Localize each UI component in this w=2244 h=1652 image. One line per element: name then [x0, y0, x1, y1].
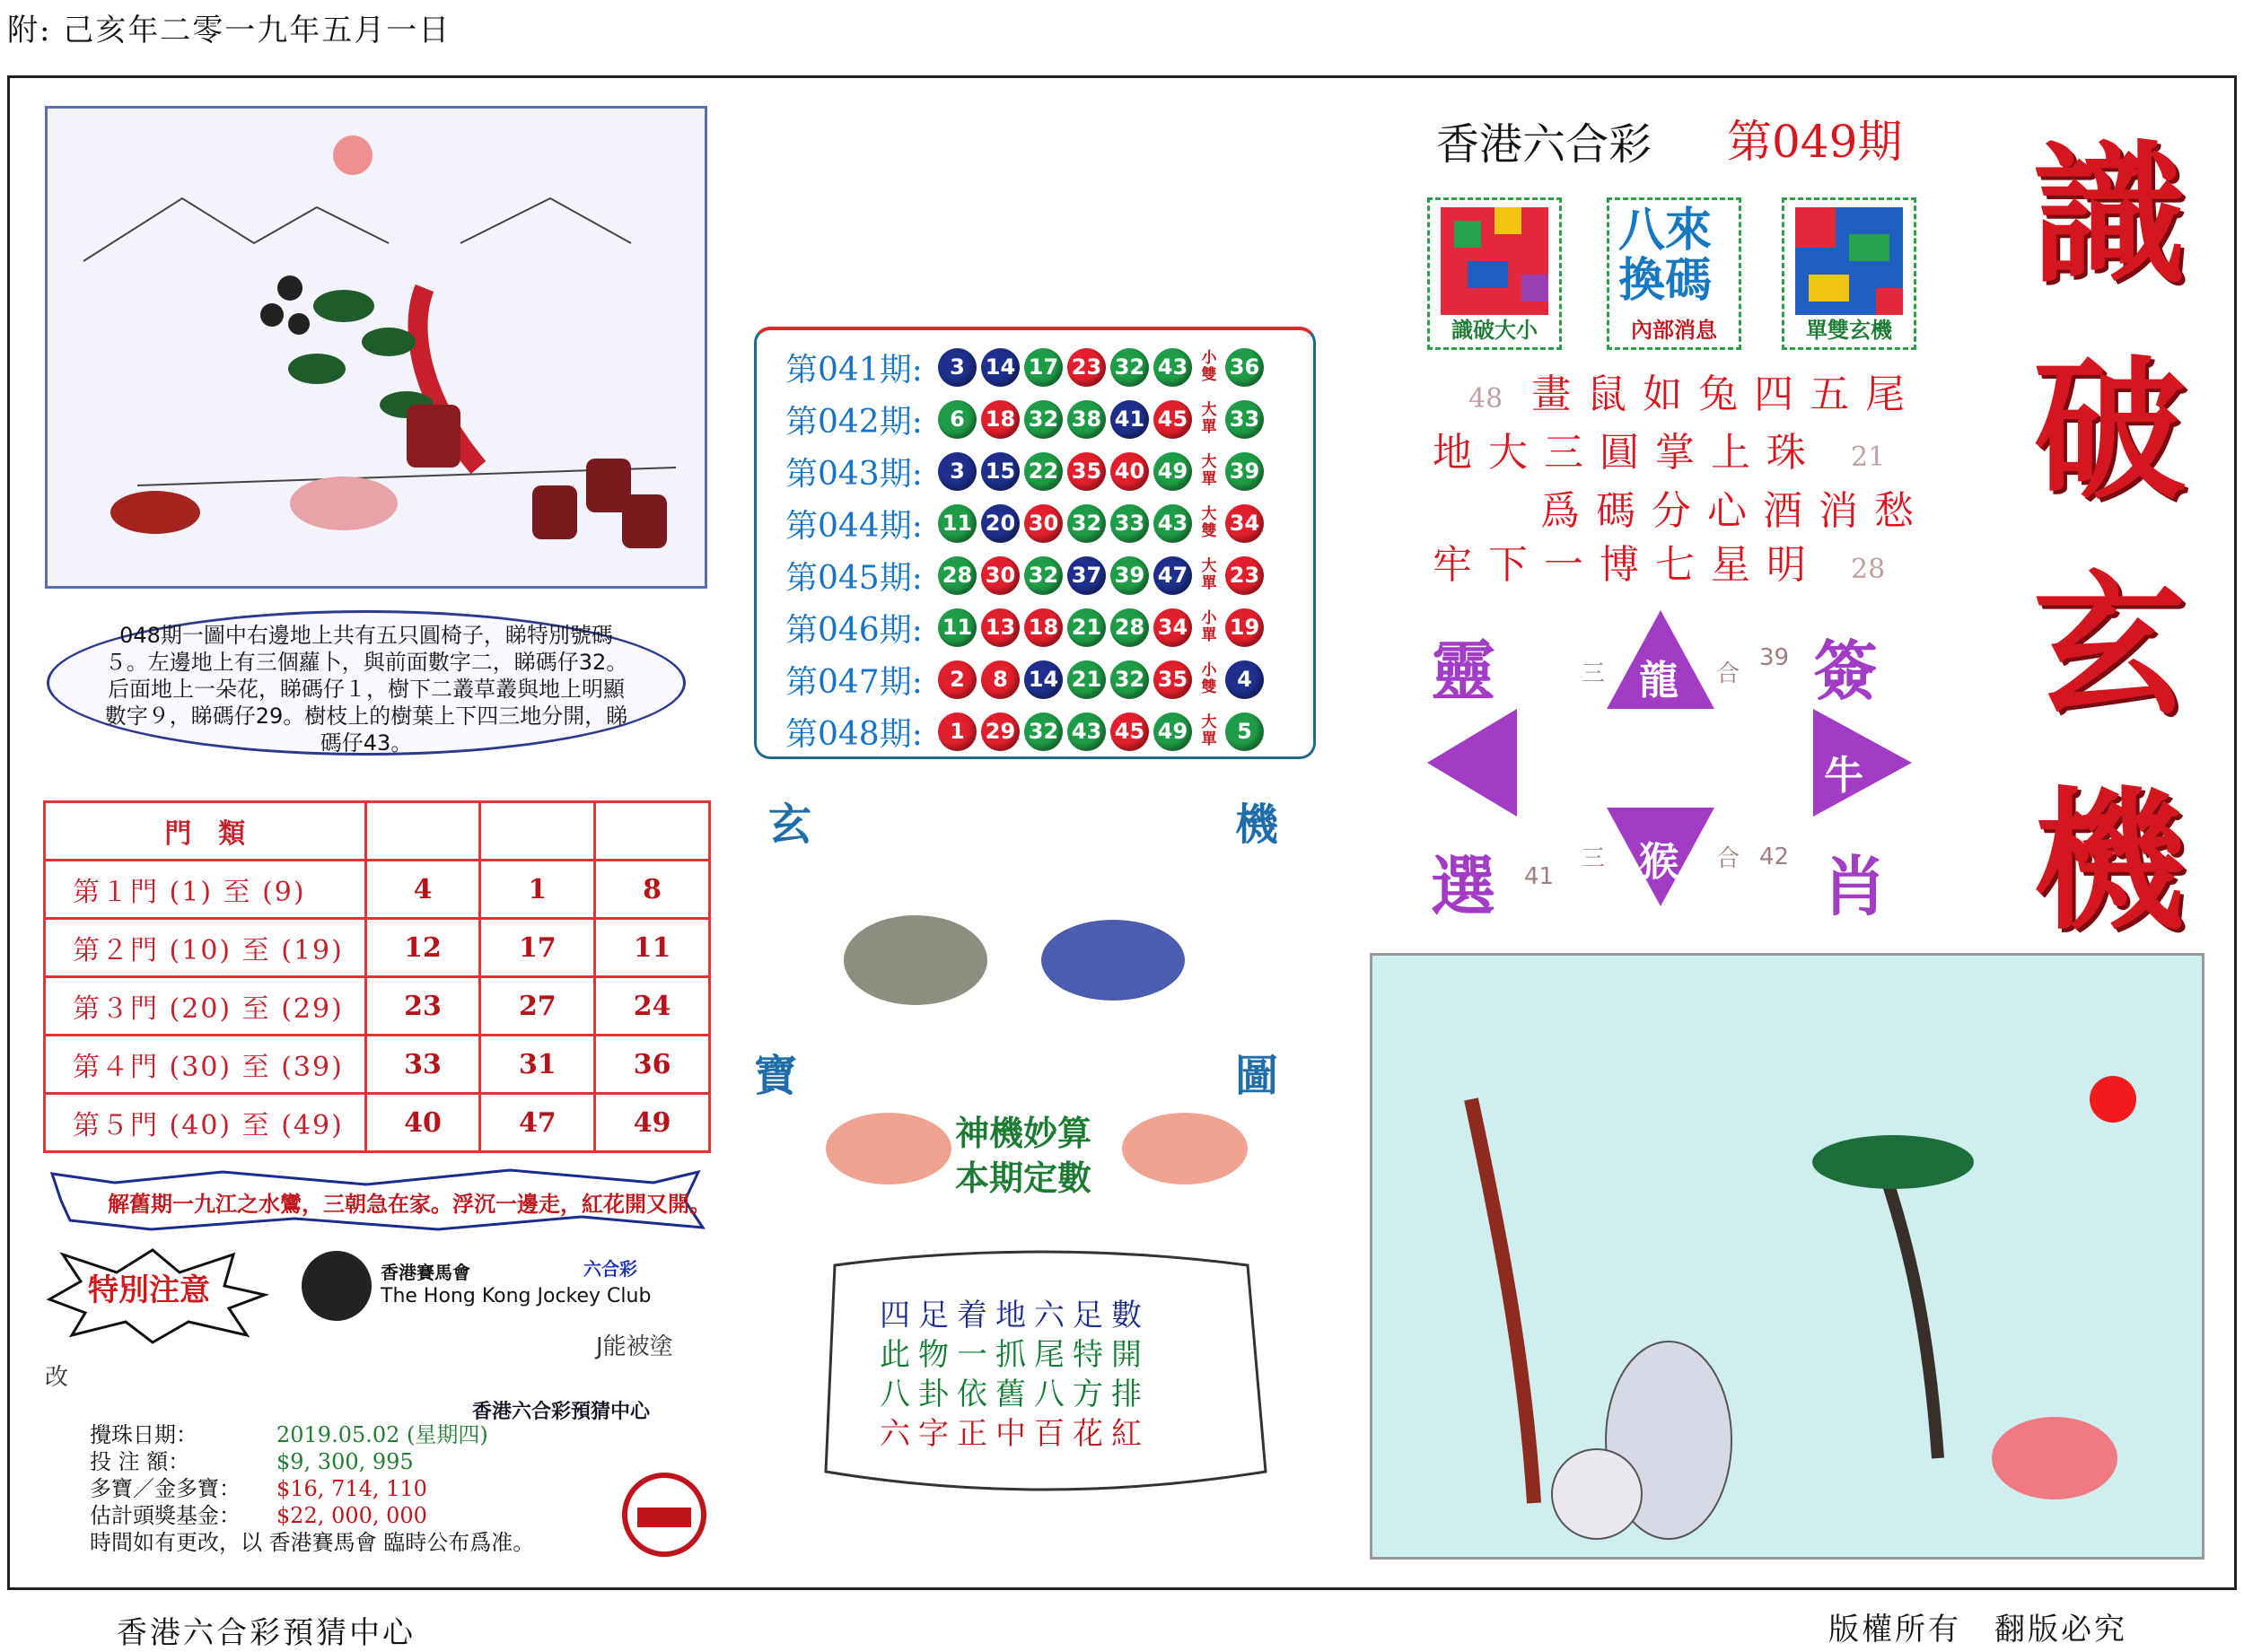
previous-issue-clue: [47, 610, 686, 756]
number-ball: 45: [1110, 712, 1149, 751]
jockey-club-logo: [302, 1251, 372, 1321]
door-value-c: 8: [595, 861, 710, 919]
issue-label: 第048期:: [785, 715, 923, 753]
number-ball: 43: [1153, 348, 1192, 387]
inside-news-box: [1607, 197, 1741, 350]
corner-char-bao: 寶: [754, 1051, 798, 1101]
pill-line-2: 本期定數: [955, 1158, 1092, 1198]
number-ball: 28: [938, 556, 977, 595]
first-prize-fund-value: $22, 000, 000: [276, 1503, 427, 1528]
prediction-center-label: 香港六合彩預猜中心: [472, 1401, 651, 1423]
size-parity-tag: 小雙: [1201, 661, 1217, 696]
number-ball: 15: [981, 452, 1020, 491]
number-ball: 32: [1067, 504, 1106, 543]
pig-palm-scene-image: [1370, 953, 2205, 1560]
poem-line: 六字正中百花紅: [880, 1416, 1150, 1452]
door-value-a: 23: [365, 977, 480, 1036]
first-prize-fund-key: 估計頭獎基金：: [90, 1503, 241, 1528]
box-caption: 識破大小: [1451, 318, 1538, 343]
number-ball: 37: [1067, 556, 1106, 595]
size-parity-tag: 大單: [1201, 401, 1217, 436]
table-row: [45, 861, 710, 919]
door-value-b: 17: [480, 919, 595, 977]
number-ball: 3: [938, 348, 977, 387]
he-label: 合: [1716, 660, 1740, 687]
pig-palm-scene-drawing: [1372, 956, 2202, 1557]
side-number: 21: [1851, 441, 1886, 473]
number-ball: 32: [1024, 712, 1063, 751]
table-row: [45, 1036, 710, 1094]
size-parity-tag: 小雙: [1201, 349, 1217, 384]
size-parity-tag: 大單: [1201, 557, 1217, 592]
issue-label: 第042期:: [785, 403, 923, 441]
special-number-ball: 33: [1225, 400, 1264, 439]
side-number: 28: [1851, 554, 1886, 585]
door-label: 第５門 (40) 至 (49): [45, 1094, 366, 1152]
riddle-poem: [880, 1296, 1150, 1454]
issue-label: 第041期:: [785, 351, 923, 389]
door-value-b: 31: [480, 1036, 595, 1094]
odd-even-box: [1782, 197, 1916, 350]
number-ball: 35: [1153, 660, 1192, 699]
draw-info-block: [90, 1421, 534, 1556]
ba-lai-line: 換碼: [1618, 254, 1713, 308]
special-number-ball: 34: [1225, 504, 1264, 543]
issue-label: 第047期:: [785, 663, 923, 701]
number-ball: 43: [1153, 504, 1192, 543]
bet-amount-key: 投 注 額：: [90, 1449, 190, 1474]
door-value-a: 33: [365, 1036, 480, 1094]
number-ball: 33: [1110, 504, 1149, 543]
number-ball: 14: [1024, 660, 1063, 699]
corner-char-tu: 圖: [1235, 1051, 1279, 1101]
box-caption: 單雙玄機: [1806, 318, 1892, 343]
verse-line: 爲碼分心酒消愁: [1540, 488, 1930, 534]
zodiac-dragon: 龍: [1639, 658, 1679, 704]
mosaic-pattern: [1437, 207, 1552, 315]
door-value-a: 40: [365, 1094, 480, 1152]
poem-line: 此物一抓尾特開: [880, 1337, 1150, 1373]
number-ball: 32: [1024, 556, 1063, 595]
door-value-a: 12: [365, 919, 480, 977]
clue-text: 048期一圖中右邊地上共有五只圓椅子，睇特別號碼５。左邊地上有三個蘿卜，與前面數字二，睇碼仔32。后面地上一朵花，睇碼仔１，樹下二叢草叢與地上明顯數字９，睇碼仔29。樹枝上的樹葉上下四三地分開，睇碼仔43。: [104, 623, 628, 756]
door-value-c: 49: [595, 1094, 710, 1152]
number-ball: 1: [938, 712, 977, 751]
jockey-club-name-en: The Hong Kong Jockey Club: [381, 1285, 652, 1307]
issue-date-note: 附: 己亥年二零一九年五月一日: [7, 13, 451, 48]
number-ball: 45: [1153, 400, 1192, 439]
result-row: [785, 551, 1268, 599]
number-ball: 32: [1110, 348, 1149, 387]
special-number-ball: 23: [1225, 556, 1264, 595]
table-header-door: 門 類: [45, 802, 366, 861]
result-row: [785, 395, 1268, 443]
number-42: 42: [1759, 843, 1790, 870]
door-frequency-table: [43, 800, 711, 1153]
table-header-col-c: [595, 802, 710, 861]
banner-verse: 解舊期一九江之水鸞，三朝急在家。浮沉一邊走，紅花開又開。: [108, 1192, 711, 1217]
door-value-b: 27: [480, 977, 595, 1036]
ba-lai-text: [1618, 205, 1712, 306]
size-parity-tag: 大單: [1201, 453, 1217, 488]
title-char: 機: [2032, 772, 2186, 951]
number-ball: 32: [1110, 660, 1149, 699]
special-number-ball: 4: [1225, 660, 1264, 699]
result-row: [785, 603, 1268, 651]
result-row: [785, 499, 1268, 547]
lottery-title: 香港六合彩: [1436, 119, 1652, 170]
number-ball: 49: [1153, 712, 1192, 751]
title-char: 識: [2032, 126, 2186, 305]
footer-center-name: 香港六合彩預猜中心: [117, 1615, 416, 1651]
ba-lai-line: 八來: [1618, 204, 1713, 258]
special-number-ball: 36: [1225, 348, 1264, 387]
size-parity-tag: 大雙: [1201, 505, 1217, 540]
door-label: 第４門 (30) 至 (39): [45, 1036, 366, 1094]
riddle-scene-drawing: [48, 109, 705, 586]
door-value-a: 4: [365, 861, 480, 919]
jackpot-pool-value: $16, 714, 110: [276, 1476, 427, 1501]
number-ball: 32: [1024, 400, 1063, 439]
size-box: [1427, 197, 1562, 350]
door-label: 第１門 (1) 至 (9): [45, 861, 366, 919]
number-ball: 39: [1110, 556, 1149, 595]
door-value-c: 36: [595, 1036, 710, 1094]
poem-line: 四足着地六足數: [880, 1298, 1150, 1333]
label-xiao: 肖: [1822, 848, 1888, 924]
number-ball: 8: [981, 660, 1020, 699]
door-value-b: 1: [480, 861, 595, 919]
door-label: 第３門 (20) 至 (29): [45, 977, 366, 1036]
number-ball: 30: [1024, 504, 1063, 543]
number-ball: 23: [1067, 348, 1106, 387]
jockey-club-name-cn: 香港賽馬會: [381, 1262, 470, 1283]
special-number-ball: 5: [1225, 712, 1264, 751]
pill-line-1: 神機妙算: [955, 1114, 1092, 1153]
size-parity-tag: 小單: [1201, 609, 1217, 644]
number-ball: 35: [1067, 452, 1106, 491]
zodiac-ox: 牛: [1824, 753, 1863, 799]
jackpot-pool-key: 多寶／金多寶：: [90, 1476, 241, 1501]
number-ball: 11: [938, 504, 977, 543]
box-caption: 內部消息: [1631, 318, 1717, 343]
result-row: [785, 447, 1268, 495]
table-row: [45, 977, 710, 1036]
number-ball: 17: [1024, 348, 1063, 387]
number-ball: 11: [938, 608, 977, 647]
number-ball: 3: [938, 452, 977, 491]
san-label: 三: [1582, 845, 1606, 872]
special-number-ball: 19: [1225, 608, 1264, 647]
number-ball: 2: [938, 660, 977, 699]
number-ball: 22: [1024, 452, 1063, 491]
mosaic-pattern: [1792, 207, 1907, 315]
issue-label: 第046期:: [785, 611, 923, 649]
number-41: 41: [1524, 863, 1555, 890]
draw-date-value: 2019.05.02 (星期四): [276, 1422, 488, 1447]
san-label: 三: [1582, 660, 1606, 687]
number-ball: 21: [1067, 660, 1106, 699]
number-ball: 30: [981, 556, 1020, 595]
draw-date-key: 攪珠日期：: [90, 1422, 197, 1447]
label-xuan: 選: [1431, 848, 1496, 924]
number-ball: 28: [1110, 608, 1149, 647]
label-ling: 靈: [1431, 633, 1496, 709]
title-char: 玄: [2032, 556, 2186, 736]
number-39: 39: [1759, 644, 1790, 671]
number-ball: 40: [1110, 452, 1149, 491]
footer-copyright: 版權所有 翻版必究: [1828, 1612, 2127, 1648]
result-row: [785, 343, 1268, 391]
door-value-b: 47: [480, 1094, 595, 1152]
text-fragment: J能被塗: [596, 1333, 673, 1360]
door-value-c: 11: [595, 919, 710, 977]
corner-char-xuan: 玄: [768, 800, 812, 850]
number-ball: 41: [1110, 400, 1149, 439]
number-ball: 38: [1067, 400, 1106, 439]
number-ball: 49: [1153, 452, 1192, 491]
mystic-verse: [1433, 368, 1930, 597]
side-number: 48: [1468, 383, 1503, 415]
verse-line: 畫鼠如兔四五尾: [1531, 371, 1922, 417]
issue-label: 第045期:: [785, 559, 923, 597]
number-ball: 18: [981, 400, 1020, 439]
door-label: 第２門 (10) 至 (19): [45, 919, 366, 977]
pill-slogan: [955, 1111, 1135, 1201]
corner-char-ji: 機: [1235, 800, 1279, 850]
number-ball: 47: [1153, 556, 1192, 595]
zodiac-monkey: 猴: [1639, 839, 1679, 885]
issue-number: 第049期: [1727, 116, 1903, 168]
number-ball: 29: [981, 712, 1020, 751]
number-ball: 13: [981, 608, 1020, 647]
special-notice-label: 特別注意: [88, 1272, 210, 1308]
number-ball: 20: [981, 504, 1020, 543]
verse-line: 地大三圓掌上珠: [1433, 430, 1822, 476]
number-ball: 6: [938, 400, 977, 439]
number-ball: 21: [1067, 608, 1106, 647]
table-row: [45, 919, 710, 977]
table-row: [45, 1094, 710, 1152]
table-header-col-b: [480, 802, 595, 861]
poem-line: 八卦依舊八方排: [880, 1377, 1150, 1412]
schedule-note: 時間如有更改，以 香港賽馬會 臨時公布爲准。: [90, 1530, 535, 1555]
special-number-ball: 39: [1225, 452, 1264, 491]
table-header-col-a: [365, 802, 480, 861]
he-label: 合: [1716, 845, 1740, 872]
label-qian: 簽: [1813, 633, 1879, 709]
door-value-c: 24: [595, 977, 710, 1036]
number-ball: 14: [981, 348, 1020, 387]
table-header-row: [45, 802, 710, 861]
text-fragment: 改: [45, 1364, 69, 1391]
number-ball: 43: [1067, 712, 1106, 751]
title-char: 破: [2032, 341, 2186, 520]
ifha-trust-mark-logo: [619, 1472, 709, 1558]
issue-label: 第043期:: [785, 455, 923, 493]
result-row: [785, 655, 1268, 704]
number-ball: 18: [1024, 608, 1063, 647]
big-vertical-title: [2011, 108, 2208, 969]
verse-line: 牢下一博七星明: [1433, 542, 1822, 588]
bet-amount-value: $9, 300, 995: [276, 1449, 414, 1474]
mark-six-logo: 六合彩: [583, 1258, 637, 1280]
riddle-scene-image: [45, 106, 707, 589]
size-parity-tag: 大單: [1201, 713, 1217, 748]
result-row: [785, 707, 1268, 756]
issue-label: 第044期:: [785, 507, 923, 545]
number-ball: 34: [1153, 608, 1192, 647]
recent-results-panel: [754, 327, 1316, 759]
